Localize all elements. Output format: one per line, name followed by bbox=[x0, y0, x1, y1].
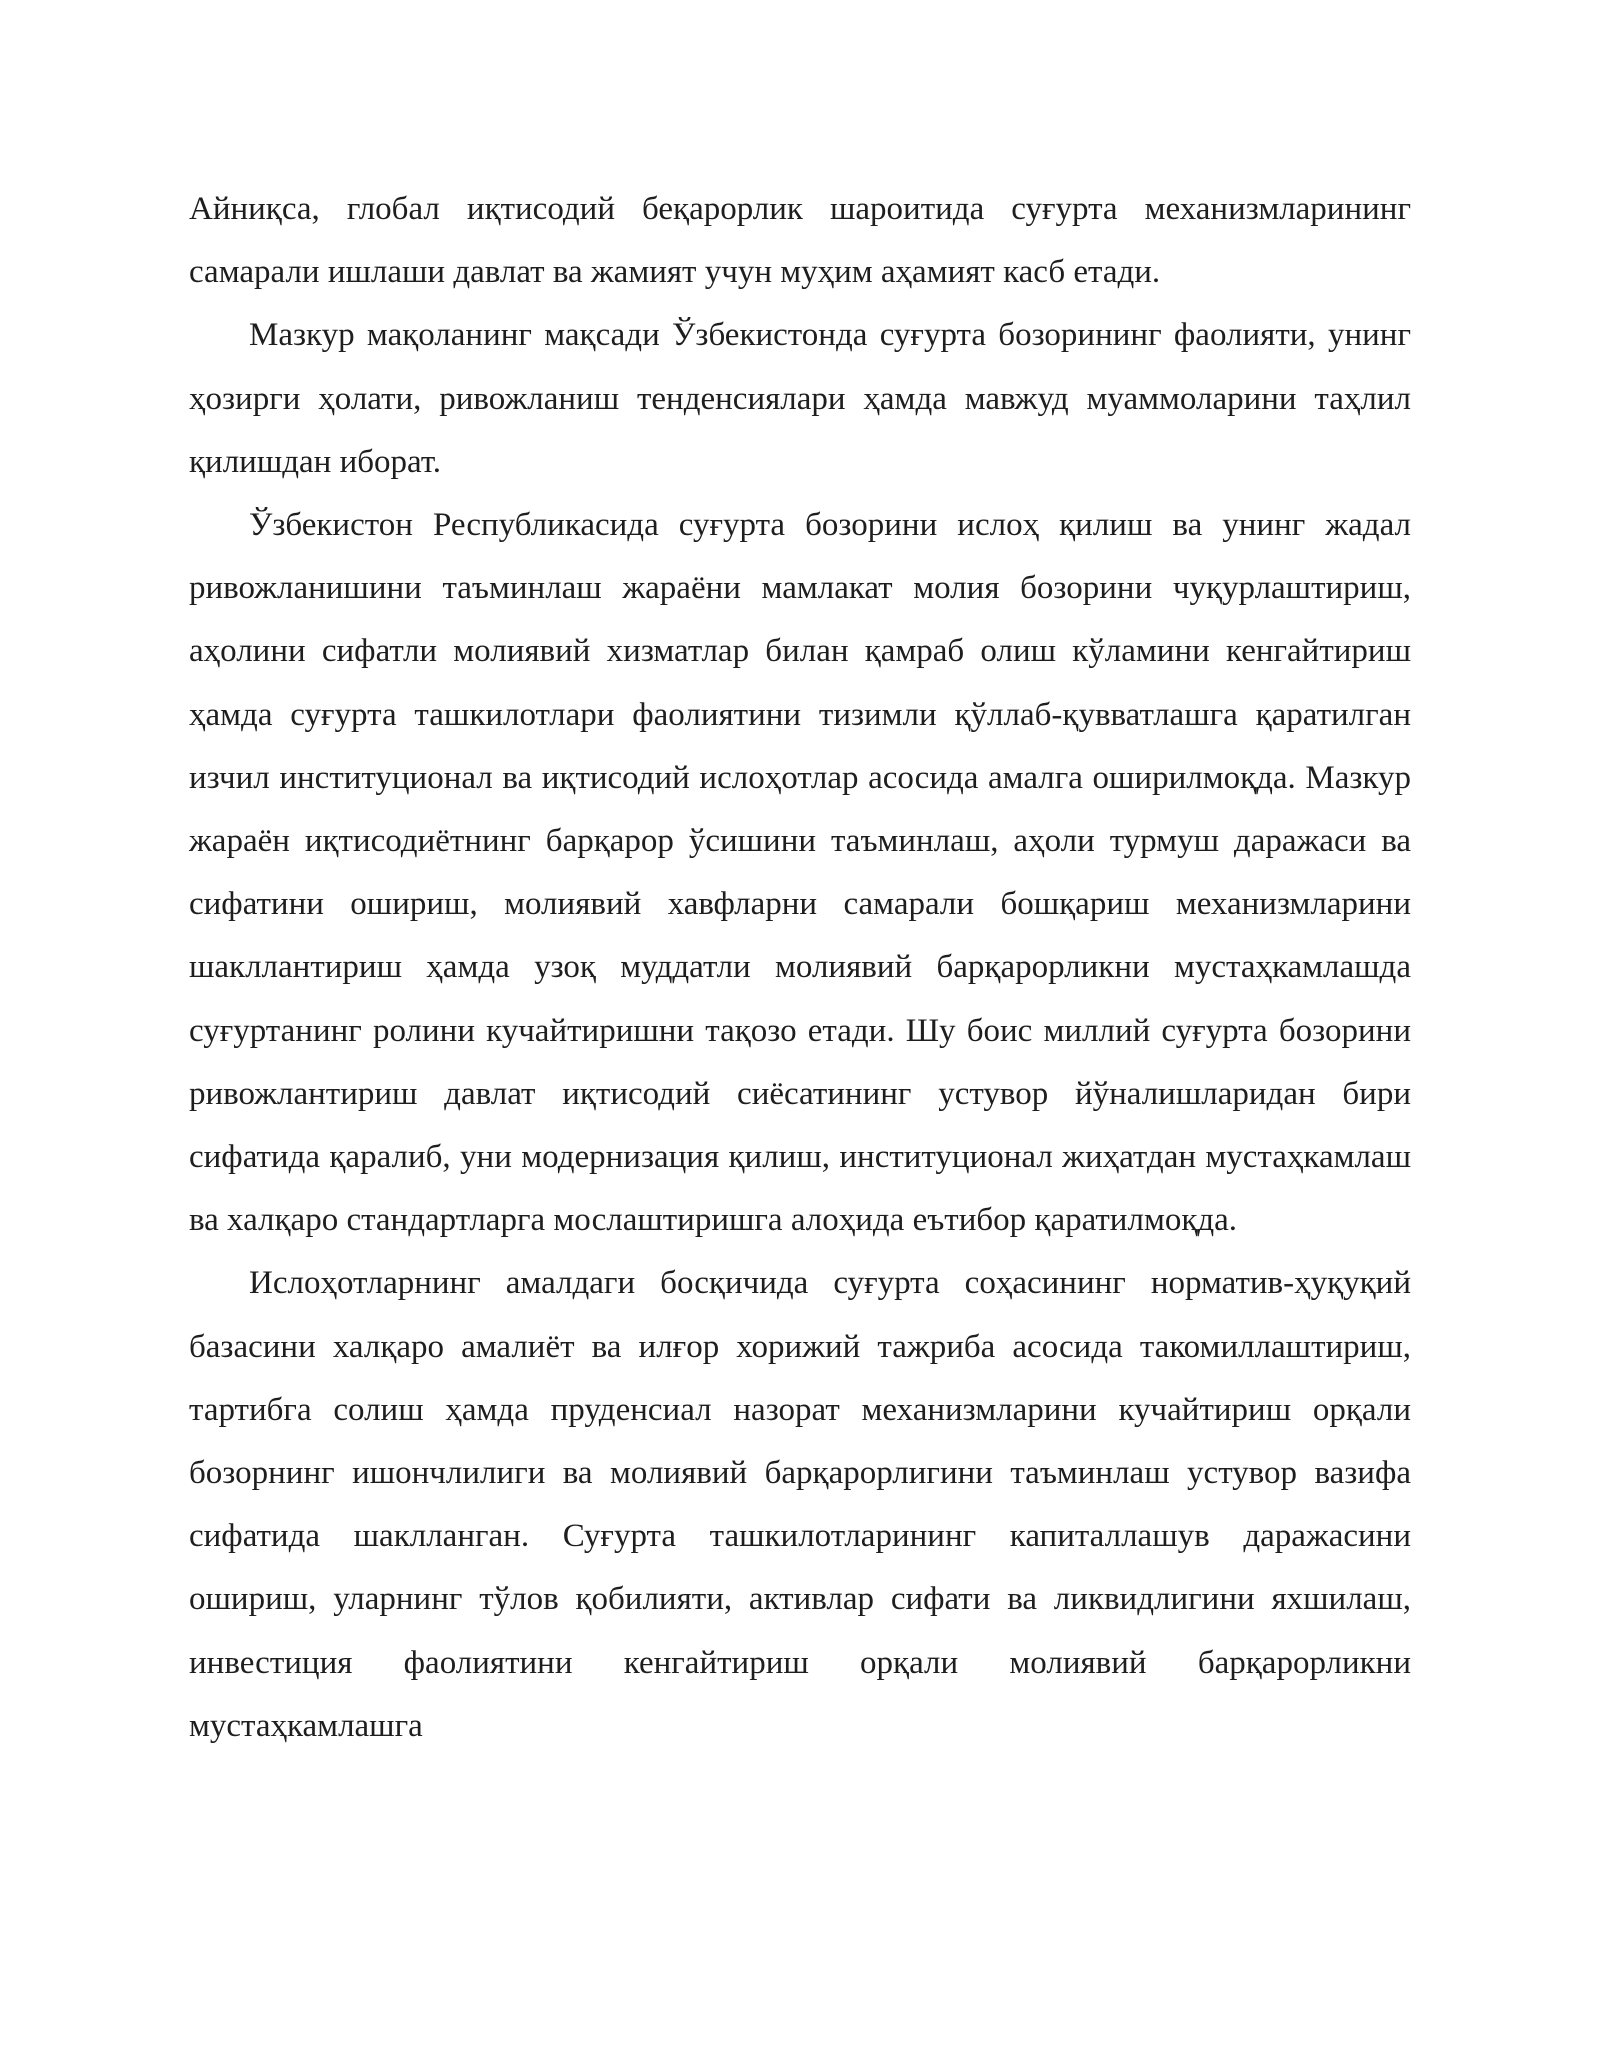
paragraph-2: Мазкур мақоланинг мақсади Ўзбекистонда суғурта бозорининг фаолияти, унинг ҳозирги ҳолати, ривожланиш тенденсиялари ҳамда мавжуд муаммоларини таҳлил қилишдан иборат. bbox=[189, 317, 1411, 480]
paragraph-4: Ислоҳотларнинг амалдаги босқичида суғурта соҳасининг норматив-ҳуқуқий базасини халқаро амалиёт ва илғор хорижий тажриба асосида такомиллаштириш, тартибга солиш ҳамда пруденсиал назорат механизмларини кучайтириш орқали бозорнинг ишончлилиги ва молиявий барқарорлигини таъминлаш устувор вазифа сифатида шаклланган. Суғурта ташкилотларининг капиталлашув даражасини ошириш, уларнинг тўлов қобилияти, активлар сифати ва ликвидлигини яхшилаш, инвестиция фаолиятини кенгайтириш орқали молиявий барқарорликни мустаҳкамлашга bbox=[189, 1265, 1411, 1744]
body-text bbox=[189, 178, 1411, 1758]
paragraph-1: Айниқса, глобал иқтисодий беқарорлик шароитида суғурта механизмларининг самарали ишлаши давлат ва жамият учун муҳим аҳамият касб етади. bbox=[189, 191, 1411, 291]
paragraph-3: Ўзбекистон Республикасида суғурта бозорини ислоҳ қилиш ва унинг жадал ривожланишини таъминлаш жараёни мамлакат молия бозорини чуқурлаштириш, аҳолини сифатли молиявий хизматлар билан қамраб олиш кўламини кенгайтириш ҳамда суғурта ташкилотлари фаолиятини тизимли қўллаб-қувватлашга қаратилган изчил институционал ва иқтисодий ислоҳотлар асосида амалга оширилмоқда. Мазкур жараён иқтисодиётнинг барқарор ўсишини таъминлаш, аҳоли турмуш даражаси ва сифатини ошириш, молиявий хавфларни самарали бошқариш механизмларини шакллантириш ҳамда узоқ муддатли молиявий барқарорликни мустаҳкамлашда суғуртанинг ролини кучайтиришни тақозо етади. Шу боис миллий суғурта бозорини ривожлантириш давлат иқтисодий сиёсатининг устувор йўналишларидан бири сифатида қаралиб, уни модернизация қилиш, институционал жиҳатдан мустаҳкамлаш ва халқаро стандартларга мослаштиришга алоҳида еътибор қаратилмоқда. bbox=[189, 507, 1411, 1239]
